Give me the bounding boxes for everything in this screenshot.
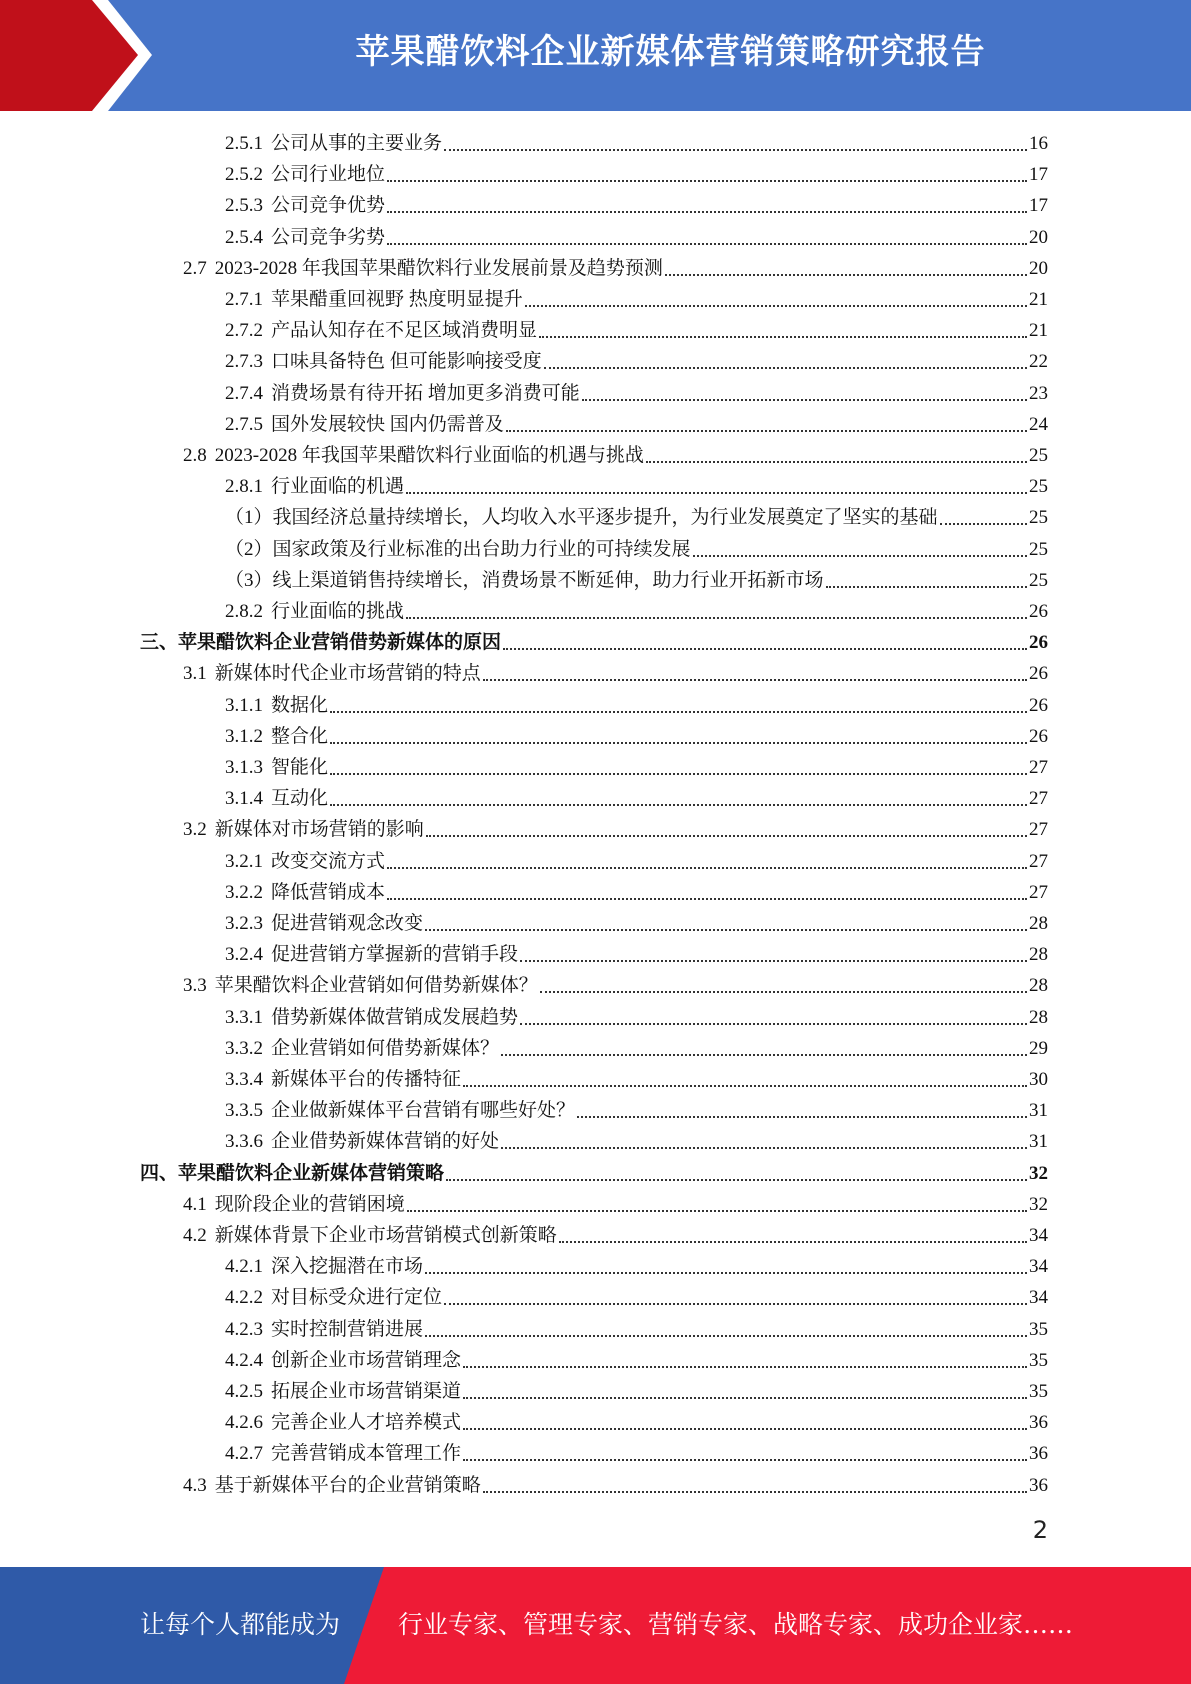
toc-entry-page: 20	[1029, 257, 1048, 279]
toc-leader-dots	[425, 1272, 1027, 1274]
toc-entry-page: 21	[1029, 289, 1048, 310]
toc-entry-page: 25	[1029, 507, 1048, 529]
toc-entry-title: 整合化	[271, 725, 329, 747]
toc-entry-title: 现阶段企业的营销困境	[214, 1193, 405, 1215]
toc-entry-number: 3.1.2	[225, 725, 263, 747]
toc-entry-title: 行业面临的机遇	[271, 476, 405, 498]
toc-entry-title: 公司从事的主要业务	[271, 133, 443, 154]
toc-entry-number: 2.5.4	[225, 226, 263, 248]
toc-entry-page: 34	[1029, 1287, 1048, 1309]
toc-leader-dots	[525, 305, 1027, 307]
toc-entry-number: 2.8.1	[225, 476, 263, 498]
toc-entry-number: 4.3	[183, 1474, 207, 1496]
toc-entry[interactable]	[225, 939, 1048, 970]
toc-entry-page: 36	[1029, 1474, 1048, 1496]
toc-entry-page: 34	[1029, 1256, 1048, 1278]
toc-entry-title: 企业借势新媒体营销的好处	[271, 1131, 500, 1153]
toc-entry-number: 2.7.5	[225, 413, 263, 435]
toc-entry-title: 创新企业市场营销理念	[271, 1349, 462, 1371]
toc-entry-title: 企业营销如何借势新媒体？	[271, 1037, 500, 1059]
toc-entry-title: 数据化	[271, 694, 329, 716]
toc-leader-dots	[582, 399, 1027, 401]
toc-entry-title: 消费场景有待开拓 增加更多消费可能	[271, 382, 580, 404]
toc-entry[interactable]	[225, 159, 1048, 190]
toc-entry-page: 20	[1029, 226, 1048, 248]
toc-entry-page: 36	[1029, 1412, 1048, 1434]
toc-entry-page: 25	[1029, 538, 1048, 560]
toc-entry[interactable]	[225, 346, 1048, 377]
toc-entry-title: 产品认知存在不足区域消费明显	[271, 320, 538, 342]
toc-entry-number: 4.2.4	[225, 1349, 263, 1371]
page-header	[0, 0, 1191, 111]
page-footer	[0, 1567, 1191, 1684]
toc-entry-number: 3.2	[183, 819, 207, 841]
toc-entry-number: 4.2.1	[225, 1256, 263, 1278]
toc-entry-number: 4.2.2	[225, 1287, 263, 1309]
toc-leader-dots	[407, 1210, 1027, 1212]
toc-entry[interactable]	[225, 1282, 1048, 1313]
toc-leader-dots	[559, 1241, 1027, 1243]
toc-entry[interactable]	[183, 970, 1048, 1001]
toc-entry-number: 2.7.1	[225, 289, 263, 310]
toc-leader-dots	[444, 1303, 1027, 1305]
toc-entry-page: 32	[1029, 1193, 1048, 1215]
toc-entry[interactable]	[225, 409, 1048, 440]
toc-leader-dots	[387, 211, 1027, 213]
toc-entry-title: 促进营销观念改变	[271, 913, 424, 934]
toc-entry[interactable]	[140, 627, 1048, 658]
toc-entry-title: 促进营销方掌握新的营销手段	[271, 944, 519, 966]
toc-entry-page: 26	[1029, 632, 1048, 654]
toc-leader-dots	[506, 430, 1027, 432]
toc-entry-number: 3.1.4	[225, 788, 263, 810]
toc-entry-title: 互动化	[271, 788, 329, 810]
toc-leader-dots	[520, 960, 1027, 962]
toc-entry-page: 23	[1029, 382, 1048, 404]
toc-leader-dots	[503, 648, 1027, 650]
toc-leader-dots	[406, 492, 1027, 494]
toc-entry-title: 改变交流方式	[271, 850, 386, 872]
toc-entry-page: 25	[1029, 569, 1048, 591]
toc-entry-title: 2023-2028 年我国苹果醋饮料行业发展前景及趋势预测	[214, 257, 663, 279]
toc-entry[interactable]	[225, 1033, 1048, 1064]
toc-leader-dots	[406, 617, 1027, 619]
toc-entry-page: 17	[1029, 195, 1048, 217]
toc-leader-dots	[463, 1085, 1027, 1087]
toc-leader-dots	[544, 367, 1027, 369]
toc-entry-number: 3.1.3	[225, 757, 263, 778]
toc-entry-number: 2.8	[183, 445, 207, 466]
toc-leader-dots	[463, 1459, 1027, 1461]
toc-entry-title: 实时控制营销进展	[271, 1318, 424, 1340]
toc-entry-page: 17	[1029, 164, 1048, 186]
toc-entry[interactable]	[225, 1438, 1048, 1469]
toc-leader-dots	[463, 1397, 1027, 1399]
toc-entry[interactable]	[183, 658, 1048, 689]
toc-entry[interactable]	[225, 783, 1048, 814]
toc-entry[interactable]	[225, 128, 1048, 159]
toc-entry-title: 公司行业地位	[271, 164, 386, 186]
toc-leader-dots	[501, 1054, 1027, 1056]
toc-leader-dots	[387, 898, 1027, 900]
toc-entry-title: 2023-2028 年我国苹果醋饮料行业面临的机遇与挑战	[214, 445, 644, 466]
toc-leader-dots	[540, 991, 1027, 993]
footer-slogan-left: 让每个人都能成为	[140, 1610, 341, 1639]
toc-entry[interactable]	[225, 846, 1048, 877]
toc-entry-title: 企业做新媒体平台营销有哪些好处？	[271, 1100, 576, 1122]
toc-entry-number: 3.2.1	[225, 850, 263, 872]
toc-entry-number: 3.3.4	[225, 1069, 263, 1090]
toc-entry-page: 26	[1029, 601, 1048, 622]
toc-entry-page: 25	[1029, 476, 1048, 498]
footer-slogan-right: 行业专家、管理专家、营销专家、战略专家、成功企业家……	[398, 1610, 1074, 1639]
toc-entry[interactable]	[225, 596, 1048, 627]
toc-entry-title: 深入挖掘潜在市场	[271, 1256, 424, 1278]
page-number: 2	[1032, 1516, 1048, 1544]
toc-entry-page: 35	[1029, 1318, 1048, 1340]
toc-entry[interactable]	[225, 690, 1048, 721]
toc-entry-number: 3.3.2	[225, 1037, 263, 1059]
toc-entry[interactable]	[183, 253, 1048, 284]
toc-entry-number: 3.2.4	[225, 944, 263, 966]
toc-entry[interactable]	[183, 440, 1048, 471]
toc-entry[interactable]	[225, 1251, 1048, 1282]
toc-entry-page: 27	[1029, 788, 1048, 810]
toc-entry-title: 基于新媒体平台的企业营销策略	[214, 1474, 481, 1496]
toc-entry[interactable]	[225, 222, 1048, 253]
toc-entry-page: 30	[1029, 1069, 1048, 1090]
toc-entry-title: 智能化	[271, 757, 329, 778]
toc-entry-title: 新媒体对市场营销的影响	[214, 819, 424, 841]
toc-entry-page: 31	[1029, 1131, 1048, 1153]
toc-leader-dots	[426, 835, 1027, 837]
toc-entry[interactable]	[225, 877, 1048, 908]
toc-entry-title: 公司竞争劣势	[271, 226, 386, 248]
toc-leader-dots	[387, 243, 1027, 245]
toc-leader-dots	[463, 1366, 1027, 1368]
toc-entry-title: 公司竞争优势	[271, 195, 386, 217]
toc-entry-title: （3）线上渠道销售持续增长，消费场景不断延伸，助力行业开拓新市场	[225, 569, 824, 591]
toc-entry-page: 22	[1029, 351, 1048, 373]
toc-entry-number: 3.2.2	[225, 881, 263, 903]
toc-leader-dots	[483, 1491, 1027, 1493]
toc-entry-page: 34	[1029, 1225, 1048, 1246]
toc-entry-title: 对目标受众进行定位	[271, 1287, 443, 1309]
toc-leader-dots	[463, 1428, 1027, 1430]
toc-entry-page: 27	[1029, 850, 1048, 872]
toc-entry-number: 3.3.5	[225, 1100, 263, 1122]
toc-entry-page: 35	[1029, 1349, 1048, 1371]
toc-entry[interactable]	[225, 1407, 1048, 1438]
toc-entry[interactable]	[140, 1158, 1048, 1189]
toc-entry-page: 26	[1029, 694, 1048, 716]
toc-entry-number: 4.2.5	[225, 1381, 263, 1402]
toc-entry-number: 2.5.3	[225, 195, 263, 217]
toc-entry[interactable]	[183, 1189, 1048, 1220]
toc-entry-title: （1）我国经济总量持续增长，人均收入水平逐步提升，为行业发展奠定了坚实的基础	[225, 507, 938, 529]
toc-leader-dots	[501, 1147, 1027, 1149]
toc-entry-page: 29	[1029, 1037, 1048, 1059]
toc-entry-title: 苹果醋饮料企业营销如何借势新媒体？	[214, 975, 538, 997]
toc-entry-page: 35	[1029, 1381, 1048, 1402]
toc-entry-page: 25	[1029, 445, 1048, 466]
toc-leader-dots	[577, 1116, 1027, 1118]
toc-leader-dots	[425, 929, 1027, 931]
toc-entry[interactable]	[225, 1126, 1048, 1157]
toc-entry-page: 28	[1029, 913, 1048, 934]
toc-entry-title: 三、苹果醋饮料企业营销借势新媒体的原因	[140, 632, 502, 654]
toc-entry[interactable]	[225, 752, 1048, 783]
toc-entry[interactable]	[225, 1345, 1048, 1376]
toc-entry[interactable]	[225, 190, 1048, 221]
header-title: 苹果醋饮料企业新媒体营销策略研究报告	[355, 32, 986, 72]
toc-leader-dots	[693, 555, 1027, 557]
toc-leader-dots	[446, 1179, 1027, 1181]
toc-entry-title: 降低营销成本	[271, 881, 386, 903]
toc-entry-page: 24	[1029, 413, 1048, 435]
toc-entry-page: 28	[1029, 975, 1048, 997]
toc-entry[interactable]	[183, 814, 1048, 845]
toc-entry-title: 完善企业人才培养模式	[271, 1412, 462, 1434]
toc-entry[interactable]	[225, 565, 1048, 596]
toc-entry-page: 16	[1029, 133, 1048, 154]
toc-entry[interactable]	[225, 534, 1048, 565]
toc-entry[interactable]	[225, 1095, 1048, 1126]
toc-leader-dots	[444, 149, 1027, 151]
toc-leader-dots	[646, 461, 1027, 463]
toc-entry-number: 4.2	[183, 1225, 207, 1246]
toc-entry[interactable]	[225, 315, 1048, 346]
toc-entry-page: 28	[1029, 944, 1048, 966]
toc-entry-title: （2）国家政策及行业标准的出台助力行业的可持续发展	[225, 538, 691, 560]
toc-entry[interactable]	[183, 1220, 1048, 1251]
toc-leader-dots	[330, 773, 1027, 775]
toc-entry-title: 完善营销成本管理工作	[271, 1443, 462, 1465]
toc-leader-dots	[539, 336, 1027, 338]
toc-entry-page: 27	[1029, 819, 1048, 841]
toc-entry-number: 4.2.7	[225, 1443, 263, 1465]
toc-leader-dots	[665, 274, 1027, 276]
toc-entry-number: 2.5.1	[225, 133, 263, 154]
toc-leader-dots	[826, 586, 1027, 588]
toc-entry[interactable]	[225, 502, 1048, 533]
toc-entry-number: 2.7.3	[225, 351, 263, 373]
toc-entry-page: 28	[1029, 1006, 1048, 1028]
toc-entry[interactable]	[225, 284, 1048, 315]
toc-entry[interactable]	[225, 1376, 1048, 1407]
toc-entry[interactable]	[225, 1064, 1048, 1095]
toc-entry-title: 新媒体背景下企业市场营销模式创新策略	[214, 1225, 557, 1246]
toc-entry-title: 苹果醋重回视野 热度明显提升	[271, 289, 523, 310]
toc-leader-dots	[330, 742, 1027, 744]
toc-entry-title: 新媒体平台的传播特征	[271, 1069, 462, 1090]
toc-entry[interactable]	[225, 1002, 1048, 1033]
toc-leader-dots	[940, 523, 1027, 525]
toc-leader-dots	[520, 1023, 1027, 1025]
toc-entry-title: 口味具备特色 但可能影响接受度	[271, 351, 542, 373]
toc-entry-page: 27	[1029, 757, 1048, 778]
toc-entry[interactable]	[225, 1314, 1048, 1345]
toc-entry-title: 行业面临的挑战	[271, 601, 405, 622]
toc-entry[interactable]	[225, 378, 1048, 409]
toc-entry[interactable]	[225, 908, 1048, 939]
toc-leader-dots	[387, 867, 1027, 869]
toc-entry-page: 31	[1029, 1100, 1048, 1122]
toc-entry-title: 拓展企业市场营销渠道	[271, 1381, 462, 1402]
toc-entry-number: 2.7.2	[225, 320, 263, 342]
toc-entry-page: 26	[1029, 663, 1048, 685]
toc-entry[interactable]	[225, 721, 1048, 752]
toc-entry-number: 3.1	[183, 663, 207, 685]
toc-leader-dots	[330, 804, 1027, 806]
toc-entry-number: 4.1	[183, 1193, 207, 1215]
toc-entry-number: 2.7.4	[225, 382, 263, 404]
toc-entry-number: 3.1.1	[225, 694, 263, 716]
toc-entry-number: 3.2.3	[225, 913, 263, 934]
toc-entry-title: 国外发展较快 国内仍需普及	[271, 413, 504, 435]
toc-leader-dots	[330, 711, 1027, 713]
toc-entry-number: 2.7	[183, 257, 207, 279]
toc-entry-page: 27	[1029, 881, 1048, 903]
toc-entry-page: 32	[1029, 1162, 1048, 1184]
toc-entry-number: 3.3	[183, 975, 207, 997]
toc-entry-number: 2.8.2	[225, 601, 263, 622]
toc-entry-title: 新媒体时代企业市场营销的特点	[214, 663, 481, 685]
toc-entry-title: 借势新媒体做营销成发展趋势	[271, 1006, 519, 1028]
toc-entry-title: 四、苹果醋饮料企业新媒体营销策略	[140, 1162, 445, 1184]
toc-entry-number: 3.3.6	[225, 1131, 263, 1153]
toc-entry-page: 36	[1029, 1443, 1048, 1465]
toc-leader-dots	[425, 1335, 1027, 1337]
toc-leader-dots	[387, 180, 1027, 182]
toc-entry-number: 4.2.3	[225, 1318, 263, 1340]
toc-leader-dots	[483, 679, 1027, 681]
toc-entry-number: 4.2.6	[225, 1412, 263, 1434]
toc-entry-number: 2.5.2	[225, 164, 263, 186]
toc-entry-page: 26	[1029, 725, 1048, 747]
toc-entry-number: 3.3.1	[225, 1006, 263, 1028]
toc-entry-page: 21	[1029, 320, 1048, 342]
toc-entry[interactable]	[225, 471, 1048, 502]
toc-entry[interactable]	[183, 1470, 1048, 1501]
